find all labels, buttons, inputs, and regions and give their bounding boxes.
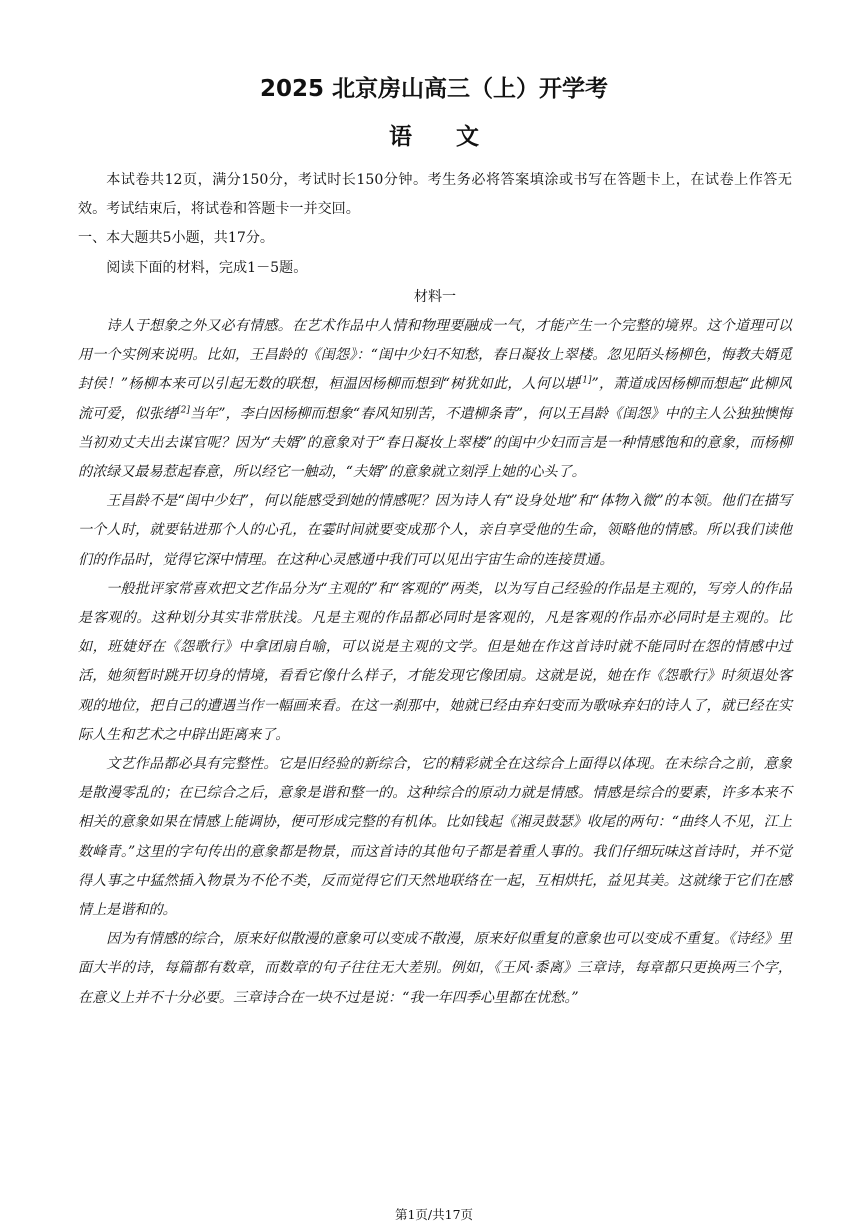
page-footer: 第1页/共17页 (394, 1207, 474, 1222)
document-title: 2025 北京房山高三（上）开学考 (259, 76, 609, 102)
subject-title: 语文 (389, 124, 523, 150)
passage-paragraph-4: 文艺作品都必具有完整性。它是旧经验的新综合，它的精彩就全在这综合上面得以体现。在未综合之前，意象是散漫零乱的；在已综合之后，意象是谐和整一的。这种综合的原动力就是情感。情感是综合的要素，许多本来不相关的意象如果在情感上能调协，便可形成完整的有机体。比如钱起《湘灵鼓瑟》收尾的两句：“曲终人不见，江上数峰青。”这里的字句传出的意象都是物景，而这首诗的其他句子都是着重人事的。我们仔细玩味这首诗时，并不觉得人事之中猛然插入物景为不伦不类，反而觉得它们天然地联络在一起，互相烘托，益见其美。这就缘于它们在感情上是谐和的。 (78, 756, 792, 919)
passage-text: 诗人于想象之外又必有情感。在艺术作品中人情和物理要融成一气，才能产生一个完整的境界。这个道理可以用一个实例来说明。比如，王昌龄的《闺怨》：“闺中少妇不知愁，春日凝妆上翠楼。忽见陌头杨柳色，悔教夫婿觅封侯！”杨柳本来可以引起无数的联想，桓温因杨柳而想到“树犹如此，人何以堪 (78, 318, 792, 393)
passage-text: ”，萧道成因杨柳而想起“此柳风流可爱，似张绪 (78, 376, 792, 422)
passage-paragraph-2: 王昌龄不是“闺中少妇”，何以能感受到她的情感呢？因为诗人有“设身处地”和“体物入微”的本领。他们在描写一个人时，就要钻进那个人的心孔，在霎时间就要变成那个人，亲自享受他的生命，领略他的情感。所以我们读他们的作品时，觉得它深中情理。在这种心灵感通中我们可以见出宇宙生命的连接贯通。 (78, 493, 792, 568)
passage-paragraph-1 (78, 312, 792, 487)
material-label: 材料一 (413, 288, 457, 305)
passage-paragraph-5: 因为有情感的综合，原来好似散漫的意象可以变成不散漫，原来好似重复的意象也可以变成不重复。《诗经》里面大半的诗，每篇都有数章，而数章的句子往往无大差别。例如，《王风·黍离》三章诗，每章都只更换两三个字，在意义上并不十分必要。三章诗合在一块不过是说：“我一年四季心里都在忧愁。” (78, 931, 792, 1006)
footnote-marker-2: [2] (177, 404, 190, 415)
document-body (78, 166, 792, 1013)
exam-info-paragraph: 本试卷共12页，满分150分，考试时长150分钟。考生务必将答案填涂或书写在答题卡上，在试卷上作答无效。考试结束后，将试卷和答题卡一并交回。 (78, 172, 792, 218)
section-heading: 一、本大题共5小题，共17分。 (78, 230, 275, 247)
passage-text: 当年”，李白因杨柳而想象“春风知别苦，不遣柳条青”，何以王昌龄《闺怨》中的主人公独独懊悔当初劝丈夫出去谋官呢？因为“夫婿”的意象对于“春日凝妆上翠楼”的闺中少妇而言是一种情感饱和的意象，而杨柳的浓绿又最易惹起春意，所以经它一触动，“夫婿”的意象就立刻浮上她的心头了。 (78, 405, 792, 481)
footnote-marker-1: [1] (578, 375, 592, 386)
reading-instruction: 阅读下面的材料，完成1－5题。 (106, 259, 308, 276)
passage-paragraph-3: 一般批评家常喜欢把文艺作品分为“主观的”和“客观的”两类，以为写自己经验的作品是主观的，写旁人的作品是客观的。这种划分其实非常肤浅。凡是主观的作品都必同时是客观的，凡是客观的作品亦必同时是主观的。比如，班婕妤在《怨歌行》中拿团扇自喻，可以说是主观的文学。但是她在作这首诗时就不能同时在怨的情感中过活，她须暂时跳开切身的情境，看看它像什么样子，才能发现它像团扇。这就是说，她在作《怨歌行》时须退处客观的地位，把自己的遭遇当作一幅画来看。在这一刹那中，她就已经由弃妇变而为歌咏弃妇的诗人了，就已经在实际人生和艺术之中辟出距离来了。 (78, 580, 792, 743)
